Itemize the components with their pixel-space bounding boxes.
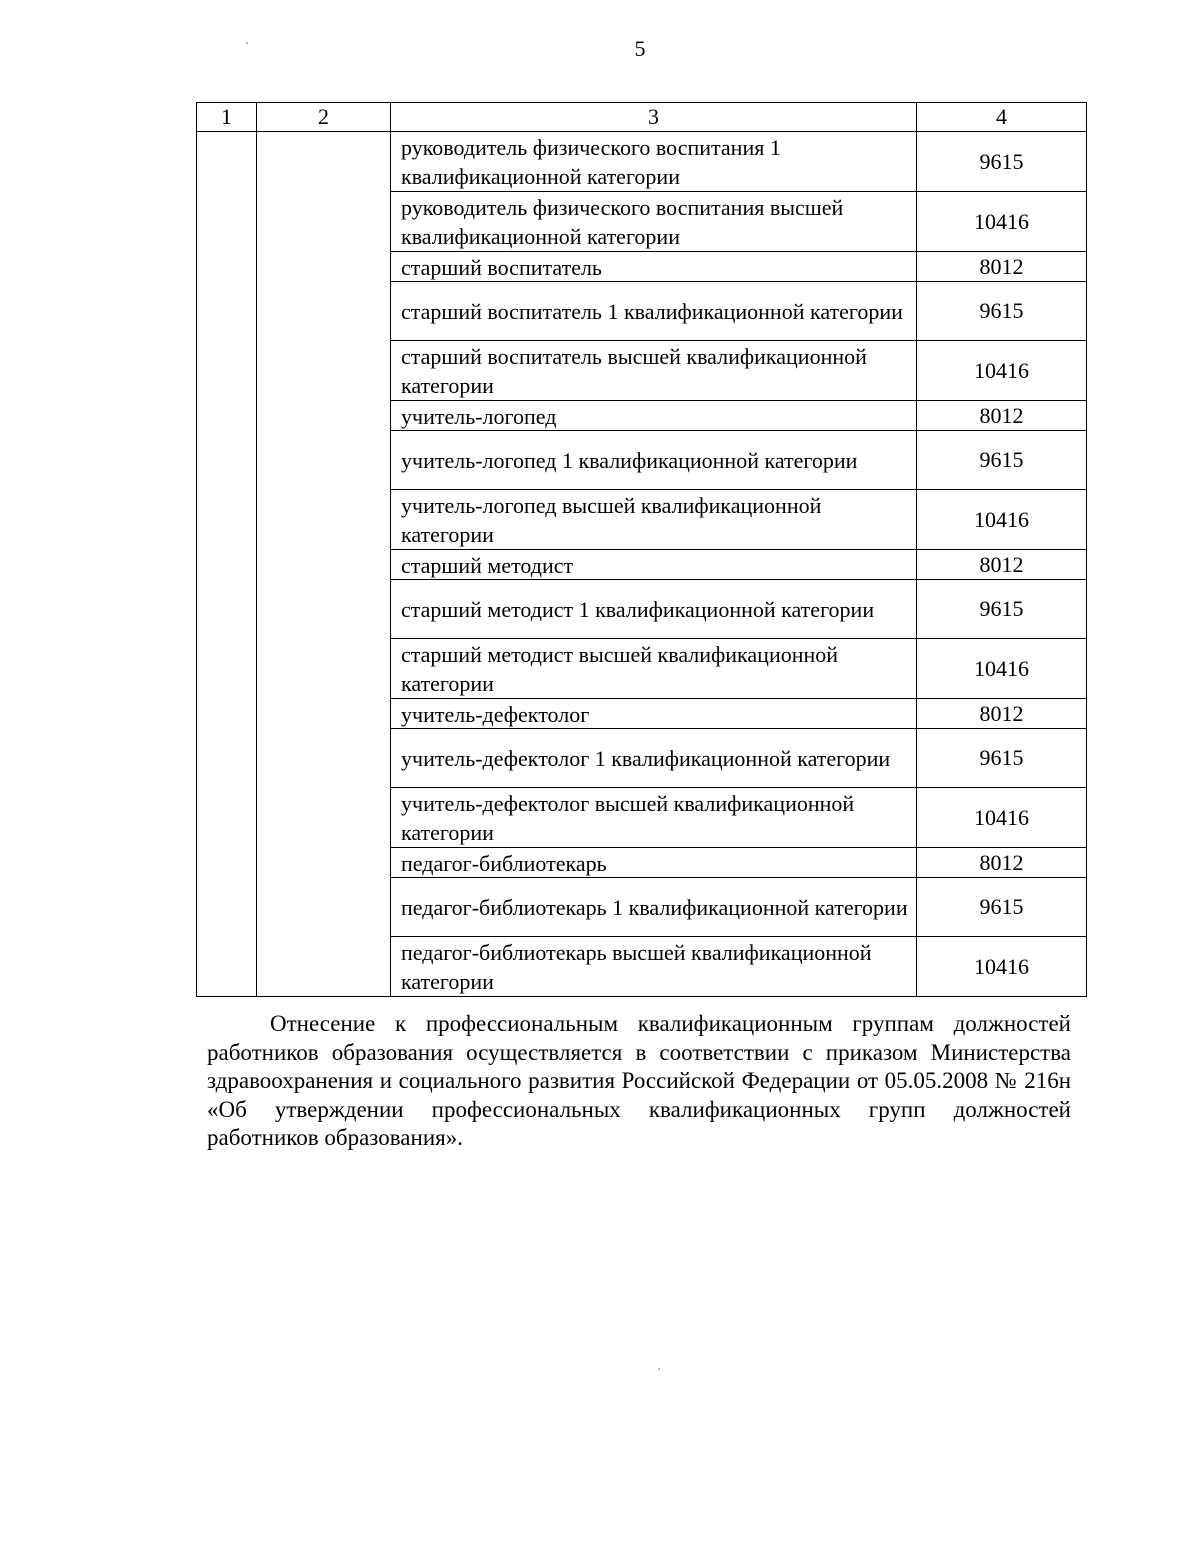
column-header: 1 (197, 103, 257, 132)
position-name-cell: старший воспитатель (391, 252, 917, 282)
position-name-cell: учитель-дефектолог высшей квалификационной категории (391, 788, 917, 848)
salary-value-cell: 9615 (917, 580, 1087, 639)
salary-value-cell: 10416 (917, 788, 1087, 848)
blank-cell-col2 (257, 132, 391, 997)
position-name-cell: старший методист высшей квалификационной категории (391, 639, 917, 699)
salary-value-cell: 10416 (917, 192, 1087, 252)
salary-table (196, 102, 1087, 997)
position-name-cell: педагог-библиотекарь высшей квалификационной категории (391, 937, 917, 997)
position-name-cell: учитель-логопед 1 квалификационной категории (391, 431, 917, 490)
page-number: 5 (634, 36, 646, 61)
table-header-row (197, 103, 1087, 132)
table-row (197, 132, 1087, 192)
salary-value-cell: 9615 (917, 431, 1087, 490)
position-name-cell: педагог-библиотекарь (391, 848, 917, 878)
salary-value-cell: 10416 (917, 341, 1087, 401)
position-name-cell: педагог-библиотекарь 1 квалификационной категории (391, 878, 917, 937)
salary-value-cell: 9615 (917, 878, 1087, 937)
salary-value-cell: 8012 (917, 848, 1087, 878)
column-header: 2 (257, 103, 391, 132)
position-name-cell: руководитель физического воспитания высшей квалификационной категории (391, 192, 917, 252)
position-name-cell: старший воспитатель высшей квалификационной категории (391, 341, 917, 401)
position-name-cell: учитель-дефектолог (391, 699, 917, 729)
salary-value-cell: 9615 (917, 132, 1087, 192)
note-paragraph: Отнесение к профессиональным квалификационным группам должностей работников образования осуществляется в соответствии с приказом Министерства здравоохранения и социального развития Российской Федерации от 05.05.2008 № 216н «Об утверждении профессиональных квалификационных групп должностей работников образования». (207, 1011, 1071, 1150)
position-name-cell: учитель-логопед (391, 401, 917, 431)
salary-value-cell: 10416 (917, 937, 1087, 997)
salary-value-cell: 10416 (917, 639, 1087, 699)
scan-speck (658, 1368, 660, 1370)
position-name-cell: старший методист (391, 550, 917, 580)
position-name-cell: старший методист 1 квалификационной категории (391, 580, 917, 639)
salary-value-cell: 9615 (917, 729, 1087, 788)
salary-value-cell: 9615 (917, 282, 1087, 341)
position-name-cell: учитель-логопед высшей квалификационной категории (391, 490, 917, 550)
column-header: 3 (391, 103, 917, 132)
scan-speck (246, 42, 248, 44)
blank-cell-col1 (197, 132, 257, 997)
salary-value-cell: 10416 (917, 490, 1087, 550)
column-header: 4 (917, 103, 1087, 132)
position-name-cell: учитель-дефектолог 1 квалификационной категории (391, 729, 917, 788)
salary-value-cell: 8012 (917, 401, 1087, 431)
position-name-cell: руководитель физического воспитания 1 квалификационной категории (391, 132, 917, 192)
salary-value-cell: 8012 (917, 550, 1087, 580)
position-name-cell: старший воспитатель 1 квалификационной категории (391, 282, 917, 341)
salary-value-cell: 8012 (917, 252, 1087, 282)
salary-value-cell: 8012 (917, 699, 1087, 729)
